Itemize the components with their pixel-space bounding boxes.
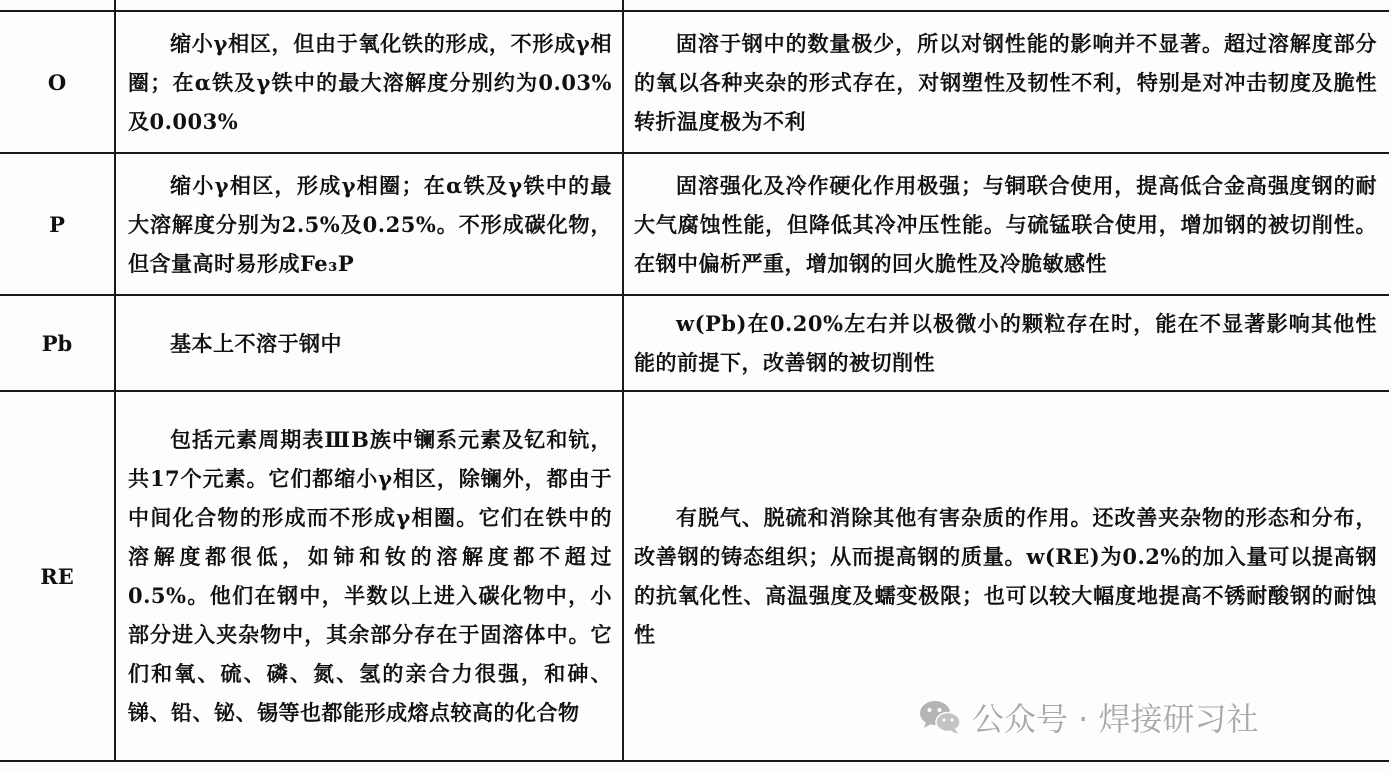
element-cell: O [0,11,115,153]
table-row [0,391,1389,761]
phase-effect-cell: 缩小γ相区，形成γ相圈；在α铁及γ铁中的最大溶解度分别为2.5%及0.25%。不形成碳化物，但含量高时易形成Fe₃P [128,172,612,276]
performance-effect-cell: 固溶强化及冷作硬化作用极强；与铜联合使用，提高低合金高强度钢的耐大气腐蚀性能，但降低其冷冲压性能。与硫锰联合使用，增加钢的被切削性。在钢中偏析严重，增加钢的回火脆性及冷脆敏感性 [634,172,1377,276]
phase-effect-cell: 基本上不溶于钢中 [170,330,342,356]
performance-effect-cell: 固溶于钢中的数量极少，所以对钢性能的影响并不显著。超过溶解度部分的氧以各种夹杂的形式存在，对钢塑性及韧性不利，特别是对冲击韧度及脆性转折温度极为不利 [634,30,1377,134]
performance-effect-cell: w(Pb)在0.20%左右并以极微小的颗粒存在时，能在不显著影响其他性能的前提下，改善钢的被切削性 [634,311,1377,375]
phase-effect-cell: 包括元素周期表ⅢB族中镧系元素及钇和钪，共17个元素。它们都缩小γ相区，除镧外，都由于中间化合物的形成而不形成γ相圈。它们在铁中的溶解度都很低，如铈和钕的溶解度都不超过0.5%。他们在钢中，半数以上进入碳化物中，小部分进入夹杂物中，其余部分存在于固溶体中。它们和氧、硫、磷、氮、氢的亲合力很强，和砷、锑、铅、铋、锡等也都能形成熔点较高的化合物 [128,427,612,725]
table-row-stub [0,0,1389,11]
performance-effect-cell: 有脱气、脱硫和消除其他有害杂质的作用。还改善夹杂物的形态和分布，改善钢的铸态组织；从而提高钢的质量。w(RE)为0.2%的加入量可以提高钢的抗氧化性、高温强度及蠕变极限；也可以较大幅度地提高不锈耐酸钢的耐蚀性 [634,505,1377,647]
table-row [0,11,1389,153]
watermark-text: 公众号 · 焊接研习社 [972,700,1259,738]
element-cell: P [0,153,115,295]
phase-effect-cell: 缩小γ相区，但由于氧化铁的形成，不形成γ相圈；在α铁及γ铁中的最大溶解度分别约为0.03%及0.003% [128,30,612,134]
element-cell: Pb [0,295,115,391]
table-row [0,295,1389,391]
table-row [0,153,1389,295]
element-cell: RE [0,391,115,761]
